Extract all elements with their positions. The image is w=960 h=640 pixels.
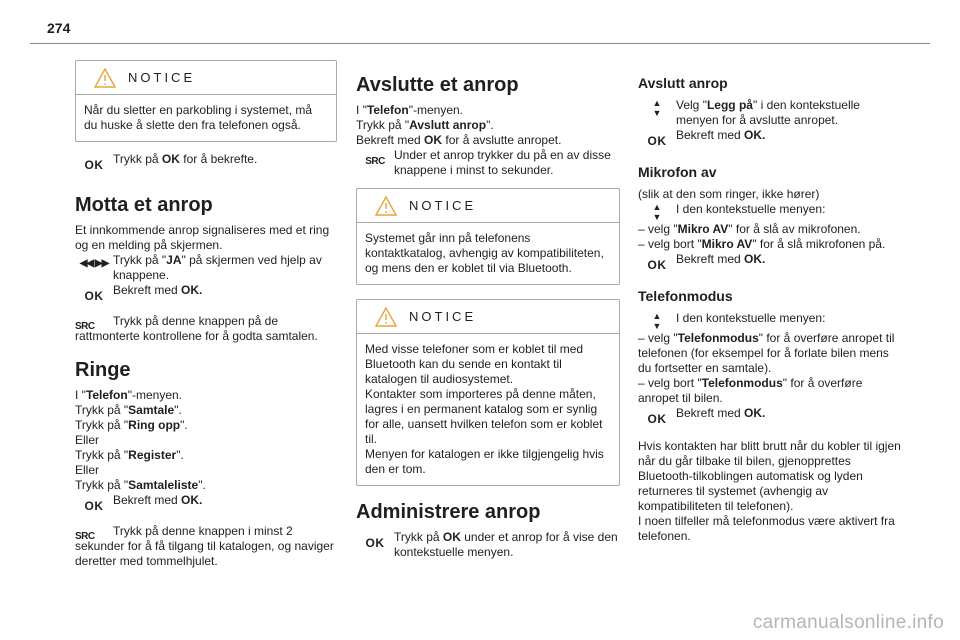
text: " på skjermen ved hjelp av knappene. [113, 253, 322, 282]
text: – velg " [638, 331, 678, 345]
heading-mikrofon: Mikrofon av [638, 164, 717, 180]
ok-icon: OK [365, 536, 385, 550]
text: ". [176, 448, 184, 462]
notice-box-2 [356, 299, 620, 486]
text: Trykk på [394, 530, 443, 544]
text: I " [356, 103, 367, 117]
warning-icon [94, 68, 116, 88]
header-rule [30, 43, 930, 44]
text: Velg " [676, 98, 707, 112]
notice-title: NOTICE [409, 198, 477, 213]
notice-title: NOTICE [409, 309, 477, 324]
notice-box-1 [356, 188, 620, 285]
text: Trykk på [113, 152, 162, 166]
text: I den kontekstuelle menyen: [676, 311, 826, 325]
notice-body: Med visse telefoner som er koblet til med Bluetooth kan du sende en kontakt til katalogen til audiosystemet. Kontakter som importeres på denne måten, lagres i en permanent katalog som er synlig for alle, uansett hvilken telefon som er koblet til. Menyen for katalogen er ikke tilgjengelig hvis den er tom. [365, 342, 604, 476]
steering-src-icon: SRC [75, 531, 95, 542]
text: " for å slå av mikrofonen. [728, 222, 861, 236]
steering-src-icon: SRC [75, 321, 95, 332]
notice-title: NOTICE [128, 70, 196, 85]
watermark: carmanualsonline.info [752, 612, 944, 633]
notice-header [357, 189, 619, 223]
heading-ringe: Ringe [75, 359, 131, 381]
text-bold: Mikro AV [701, 237, 753, 251]
up-down-arrows-icon: ▲ ▼ [652, 311, 662, 331]
mik-arrows-instruction [638, 202, 902, 222]
text-bold: OK. [181, 493, 203, 507]
mik-ok-instruction [638, 252, 902, 273]
column-1 [75, 60, 337, 569]
text: I " [75, 388, 86, 402]
heading-motta: Motta et anrop [75, 194, 213, 216]
ok-icon: OK [84, 289, 104, 303]
admin-ok-instruction [356, 530, 620, 560]
text: Bekreft med [113, 493, 182, 507]
ok-icon: OK [647, 134, 667, 148]
text: – velg bort " [638, 376, 702, 390]
text: – velg " [638, 222, 678, 236]
text: Trykk på " [113, 253, 167, 267]
warning-icon [375, 307, 397, 327]
motta-ok-instruction [75, 283, 337, 304]
text-bold: Telefonmodus [677, 331, 759, 345]
text: Trykk på " [75, 448, 129, 462]
heading-telefonmodus: Telefonmodus [638, 288, 733, 304]
text-bold: Samtaleliste [128, 478, 199, 492]
text: Bekreft med [676, 406, 745, 420]
heading-avslutte: Avslutte et anrop [356, 74, 519, 96]
text-bold: OK. [744, 252, 766, 266]
notice-header [357, 300, 619, 334]
text-bold: Telefon [366, 103, 409, 117]
notice-body: Når du sletter en parkobling i systemet, må du huske å slette den fra telefonen også. [84, 103, 313, 132]
text-bold: OK [424, 133, 443, 147]
column-2 [356, 73, 620, 560]
avslutt-ok-instruction [638, 128, 902, 149]
text: Trykk på " [75, 478, 129, 492]
text: "-menyen. [408, 103, 463, 117]
text: Eller [75, 463, 100, 477]
ok-icon: OK [647, 258, 667, 272]
text-bold: Samtale [128, 403, 175, 417]
text-bold: Register [128, 448, 177, 462]
text: Bekreft med [676, 128, 745, 142]
ok-icon: OK [647, 412, 667, 426]
text: – velg bort " [638, 237, 702, 251]
text: " for å overføre anropet til bilen. [638, 376, 863, 405]
text: (slik at den som ringer, ikke hører) [638, 187, 820, 201]
text-bold: OK [442, 530, 461, 544]
warning-icon [375, 196, 397, 216]
notice-body: Systemet går inn på telefonens kontaktkatalog, avhengig av kompatibiliteten, og mens den er koblet til via Bluetooth. [365, 231, 604, 275]
text: Bekreft med [356, 133, 425, 147]
up-down-arrows-icon: ▲ ▼ [652, 98, 662, 118]
ok-instruction [75, 152, 337, 173]
notice-header [76, 61, 336, 95]
text-bold: OK [161, 152, 180, 166]
text-bold: Mikro AV [677, 222, 729, 236]
ok-icon: OK [84, 499, 104, 513]
page-number: 274 [47, 20, 71, 36]
heading-avslutt-anrop: Avslutt anrop [638, 75, 728, 91]
final-paragraph: Hvis kontakten har blitt brutt når du kobler til igjen når du går tilbake til bilen, gjenopprettes Bluetooth-tilkoblingen automatisk og lyden returneres til systemet (avhengig av kompatibiliteten til telefonen). I noen tilfeller må telefonmodus være aktivert fra telefonen. [638, 439, 901, 543]
text: ". [174, 403, 182, 417]
text: under et anrop for å vise den kontekstuelle menyen. [394, 530, 618, 559]
motta-intro: Et innkommende anrop signaliseres med et ring og en melding på skjermen. [75, 223, 330, 252]
avslutt-arrows-instruction [638, 98, 902, 128]
up-down-arrows-icon: ▲ ▼ [652, 202, 662, 222]
text: Bekreft med [676, 252, 745, 266]
text: Trykk på " [75, 403, 129, 417]
avslutte-src-instruction [356, 148, 620, 178]
heading-administrere: Administrere anrop [356, 501, 541, 523]
text-bold: OK. [744, 128, 766, 142]
text: for å avslutte anropet. [442, 133, 562, 147]
steering-src-icon: SRC [365, 156, 385, 167]
text: " for å overføre anropet til telefonen (for eksempel for å forlate bilen mens du fortsetter en samtale). [638, 331, 895, 375]
text: Under et anrop trykker du på en av disse knappene i minst to sekunder. [394, 148, 611, 177]
text-bold: Avslutt anrop [409, 118, 487, 132]
text: Eller [75, 433, 100, 447]
text: ". [198, 478, 206, 492]
text-bold: Telefon [85, 388, 128, 402]
text-bold: Ring opp [128, 418, 181, 432]
tel-arrows-instruction [638, 311, 902, 331]
text: I den kontekstuelle menyen: [676, 202, 826, 216]
text-bold: JA [166, 253, 182, 267]
text-bold: OK. [744, 406, 766, 420]
text: Bekreft med [113, 283, 182, 297]
text: Trykk på " [75, 418, 129, 432]
ok-icon: OK [84, 158, 104, 172]
ringe-src-instruction [75, 524, 337, 569]
motta-src-instruction [75, 314, 337, 344]
tel-ok-instruction [638, 406, 902, 427]
text: "-menyen. [127, 388, 182, 402]
text-bold: Legg på [706, 98, 753, 112]
column-3 [638, 74, 902, 544]
motta-arrows-instruction [75, 253, 337, 283]
text: for å bekrefte. [179, 152, 258, 166]
text: Trykk på denne knappen på de rattmonterte kontrollene for å godta samtalen. [75, 314, 318, 343]
text: Trykk på " [356, 118, 410, 132]
text-bold: OK. [181, 283, 203, 297]
ringe-ok-instruction [75, 493, 337, 514]
notice-box [75, 60, 337, 142]
left-right-arrows-icon: ◀◀ ▶▶ [79, 258, 109, 269]
text: " for å slå mikrofonen på. [752, 237, 886, 251]
text: " i den kontekstuelle menyen for å avslutte anropet. [676, 98, 860, 127]
text: ". [486, 118, 494, 132]
text: ". [180, 418, 188, 432]
text-bold: Telefonmodus [701, 376, 783, 390]
text: Trykk på denne knappen i minst 2 sekunder for å få tilgang til katalogen, og naviger deretter med tommelhjulet. [75, 524, 334, 568]
